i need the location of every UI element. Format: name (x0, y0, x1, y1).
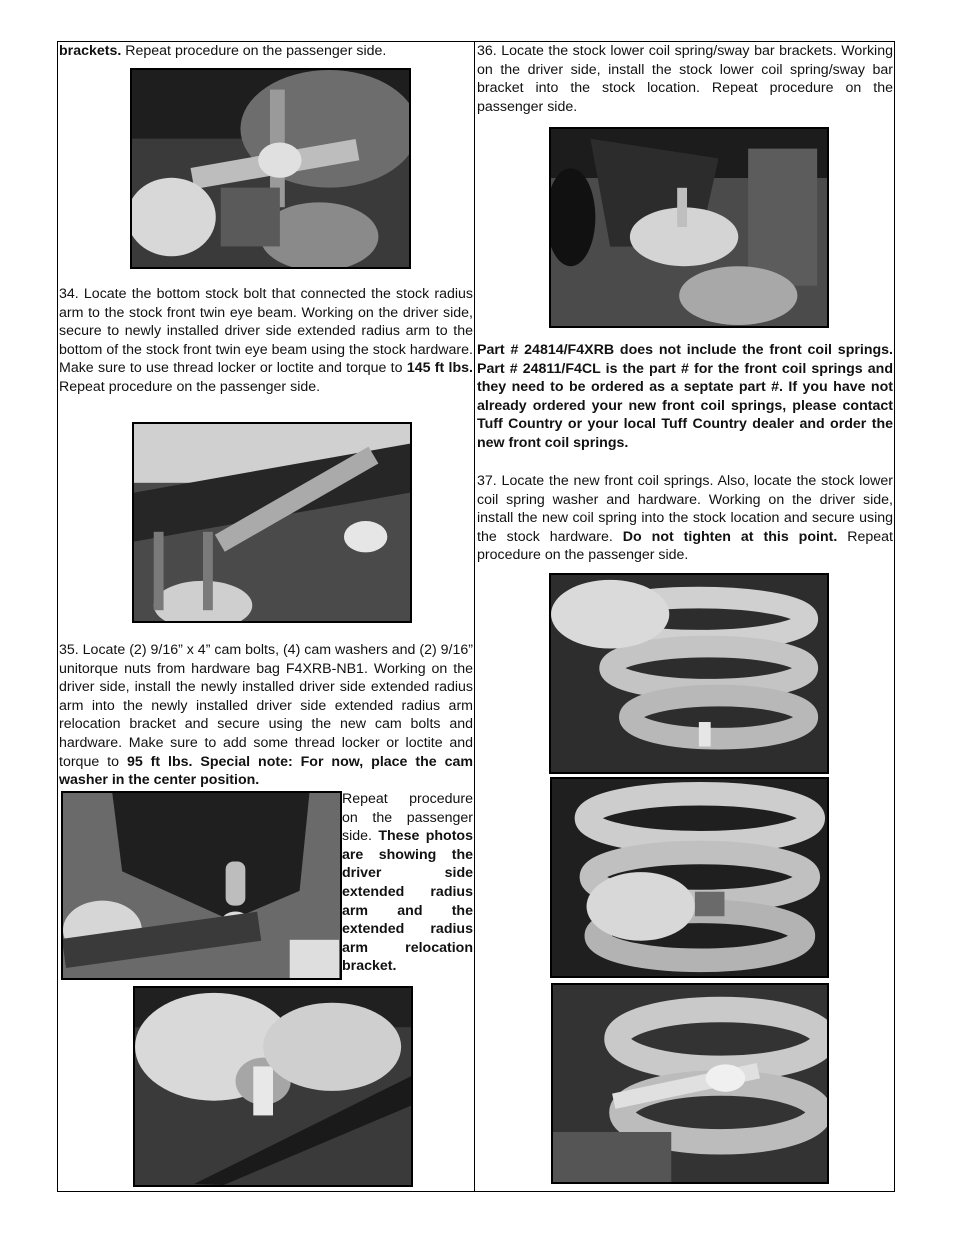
photo-coil-spring-1 (549, 573, 829, 774)
photo-coil-spring-2 (550, 777, 829, 978)
step-34-text: 34. Locate the bottom stock bolt that connected the stock radius arm to the stock front twin eye beam. Working on the driver side, secure to newly installed driver side extended radius arm to the bottom of the stock front twin eye beam using the stock hardware. Make sure to use thread locker or loctite and torque to 145 ft lbs. Repeat procedure on the passenger side. (59, 286, 473, 395)
photo-wrench-on-beam (132, 422, 412, 623)
step-36-text: 36. Locate the stock lower coil spring/sway bar brackets. Working on the driver side, install the stock lower coil spring/sway bar bracket into the stock location. Repeat procedure on the passenger side. (477, 43, 893, 115)
photo-coil-spring-wrench (551, 983, 829, 1184)
step-37-text: 37. Locate the new front coil springs. Also, locate the stock lower coil spring washer and hardware. Working on the driver side, install the new coil spring into the stock location and secure using the stock hardware. Do not tighten at this point. Repeat procedure on the passenger side. (477, 473, 893, 564)
photo-relocation-bracket (61, 791, 342, 980)
coil-spring-note: Part # 24814/F4XRB does not include the front coil springs. Part # 24811/F4CL is the part # for the front coil springs and they need to be ordered as a septate part #. If you have not already ordered your new front coil springs, please contact Tuff Country or your local Tuff Country dealer and order the new front coil springs. (477, 342, 893, 451)
photo-coil-spring-bracket (549, 127, 829, 328)
step-33-text: brackets. Repeat procedure on the passenger side. (59, 43, 387, 59)
step-35-text: 35. Locate (2) 9/16” x 4” cam bolts, (4) cam washers and (2) 9/16” unitorque nuts from hardware bag F4XRB-NB1. Working on the driver side, install the newly installed driver side extended radius arm into the newly installed driver side extended radius arm relocation bracket and secure using the new cam bolts and hardware. Make sure to add some thread locker or loctite and torque to 95 ft lbs. Special note: For now, place the cam washer in the center position. (59, 642, 473, 789)
photo-wrench-on-bolt (130, 68, 411, 269)
step-35-side-text: Repeat procedure on the passenger side. These photos are showing the driver side extended radius arm and the extended radius arm relocation bracket. (342, 791, 473, 975)
photo-cam-bolt-install (133, 986, 413, 1187)
column-divider (474, 41, 475, 1192)
